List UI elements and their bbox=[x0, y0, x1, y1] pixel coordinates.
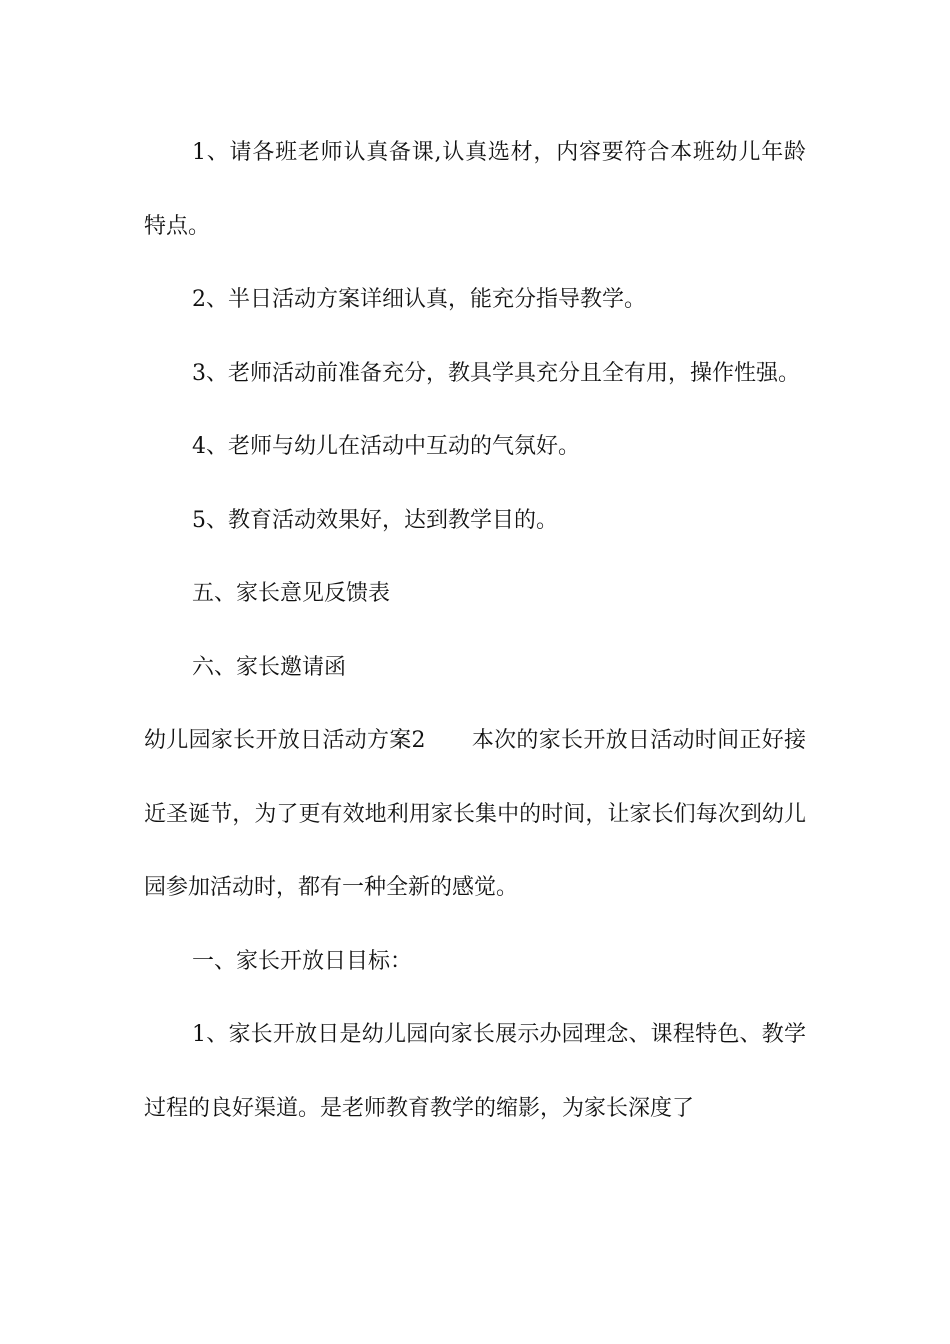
paragraph-requirement-5: 5、教育活动效果好，达到教学目的。 bbox=[192, 507, 558, 533]
paragraph-requirement-3: 3、老师活动前准备充分，教具学具充分且全有用，操作性强。 bbox=[192, 360, 800, 386]
document-body bbox=[144, 116, 806, 1145]
paragraph-requirement-4: 4、老师与幼儿在活动中互动的气氛好。 bbox=[192, 434, 580, 459]
section-heading-feedback-form: 五、家长意见反馈表 bbox=[192, 581, 391, 606]
plan-2-intro-text: 本次的家长开放日活动时间正好接近圣诞节，为了更有效地利用家长集中的时间，让家长们每次到幼儿园参加活动时，都有一种全新的感觉。 bbox=[144, 728, 806, 900]
section-heading-invitation: 六、家长邀请函 bbox=[192, 654, 347, 680]
section-heading-open-day-goals: 一、家长开放日目标： bbox=[192, 948, 413, 974]
paragraph-plan-2-intro bbox=[144, 704, 806, 925]
paragraph-requirement-1: 1、请各班老师认真备课,认真选材，内容要符合本班幼儿年龄特点。 bbox=[144, 140, 806, 239]
paragraph-requirement-2: 2、半日活动方案详细认真，能充分指导教学。 bbox=[192, 287, 646, 312]
plan-2-title: 幼儿园家长开放日活动方案2 bbox=[144, 728, 426, 753]
paragraph-goal-1: 1、家长开放日是幼儿园向家长展示办园理念、课程特色、教学过程的良好渠道。是老师教育教学的缩影，为家长深度了 bbox=[144, 1022, 806, 1121]
